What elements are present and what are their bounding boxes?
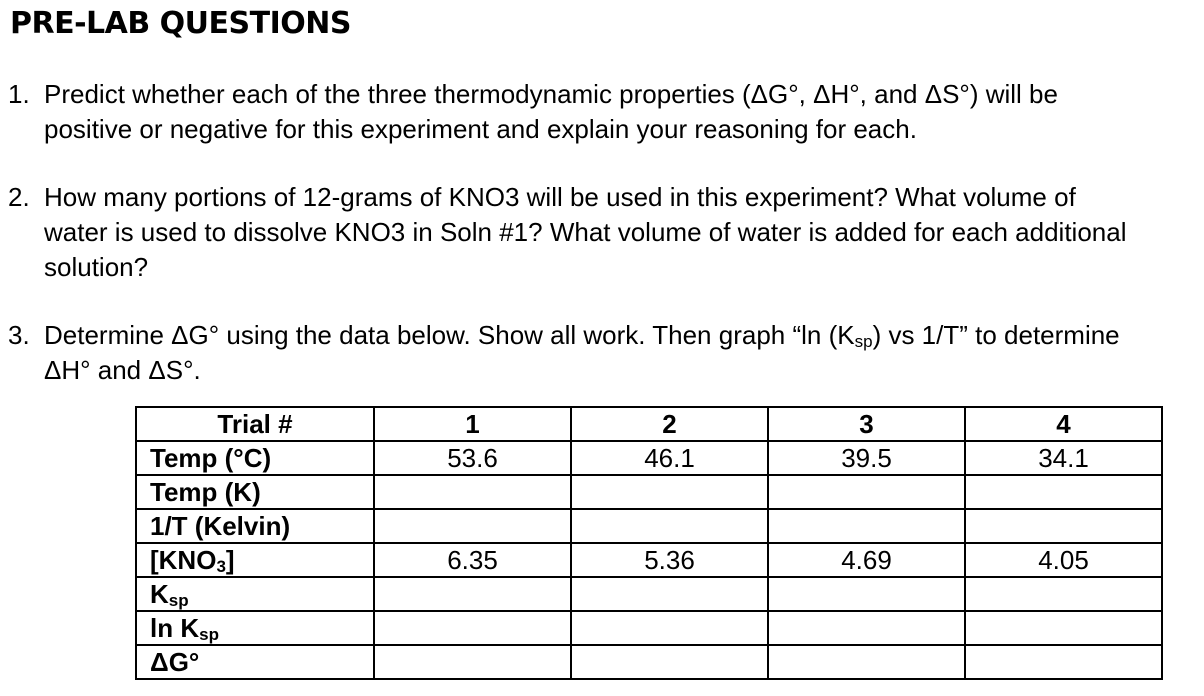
table-cell[interactable] [374, 475, 571, 509]
row-label: 1/T (Kelvin) [136, 509, 374, 543]
question-text: Predict whether each of the three thermodynamic properties (ΔG°, ΔH°, and ΔS°) will be [44, 79, 1058, 109]
table-row [136, 543, 1162, 577]
table-cell[interactable]: 46.1 [571, 441, 768, 475]
header-cell: 1 [374, 407, 571, 441]
table-cell[interactable] [768, 645, 965, 679]
table-cell[interactable] [965, 577, 1162, 611]
table-header-row [136, 407, 1162, 441]
subscript: sp [168, 590, 189, 610]
table-cell[interactable]: 4.69 [768, 543, 965, 577]
row-label [136, 543, 374, 577]
page-title: PRE-LAB QUESTIONS [10, 6, 351, 41]
question-number: 3. [8, 320, 30, 350]
subscript: sp [199, 624, 219, 644]
table-cell[interactable] [965, 611, 1162, 645]
table-cell[interactable]: 39.5 [768, 441, 965, 475]
header-cell: 4 [965, 407, 1162, 441]
table-cell[interactable] [571, 475, 768, 509]
question-number: 1. [8, 79, 30, 109]
table-cell[interactable] [768, 577, 965, 611]
row-label-text: [KNO [150, 544, 217, 575]
table-row [136, 645, 1162, 679]
row-label: ΔG° [136, 645, 374, 679]
question-text: How many portions of 12-grams of KNO3 will be used in this experiment? What volume of [44, 182, 1076, 212]
row-label: Temp (K) [136, 475, 374, 509]
table-cell[interactable] [571, 509, 768, 543]
header-cell: Trial # [136, 407, 374, 441]
subscript: 3 [216, 556, 226, 576]
question-text: water is used to dissolve KNO3 in Soln #1? What volume of water is added for each additional [44, 217, 1127, 247]
table-cell[interactable] [571, 611, 768, 645]
table-row [136, 509, 1162, 543]
table-cell[interactable]: 53.6 [374, 441, 571, 475]
table-cell[interactable] [374, 611, 571, 645]
subscript: sp [854, 332, 873, 351]
question-text: ) vs 1/T” to determine [872, 320, 1120, 350]
question-text: Determine ΔG° using the data below. Show all work. Then graph “ln (K [44, 320, 855, 350]
table-cell[interactable]: 6.35 [374, 543, 571, 577]
question-2 [8, 180, 1126, 285]
table-cell[interactable]: 5.36 [571, 543, 768, 577]
table-cell[interactable] [571, 577, 768, 611]
data-table [135, 406, 1163, 680]
table-cell[interactable] [965, 645, 1162, 679]
table-cell[interactable] [768, 611, 965, 645]
table-cell[interactable] [374, 509, 571, 543]
row-label-text: K [150, 578, 169, 609]
question-text: positive or negative for this experiment and explain your reasoning for each. [44, 114, 917, 144]
table-cell[interactable]: 4.05 [965, 543, 1162, 577]
table-cell[interactable] [965, 475, 1162, 509]
table-row [136, 441, 1162, 475]
header-cell: 3 [768, 407, 965, 441]
row-label [136, 611, 374, 645]
question-number: 2. [8, 182, 30, 212]
question-text: ΔH° and ΔS°. [44, 355, 201, 385]
table-cell[interactable] [374, 577, 571, 611]
table-row [136, 611, 1162, 645]
question-1 [8, 77, 1058, 147]
question-text: solution? [44, 252, 149, 282]
table-cell[interactable] [374, 645, 571, 679]
table-cell[interactable] [571, 645, 768, 679]
table-cell[interactable] [768, 509, 965, 543]
row-label-text: ] [225, 544, 235, 575]
row-label: Temp (°C) [136, 441, 374, 475]
table-cell[interactable] [768, 475, 965, 509]
table-cell[interactable] [965, 509, 1162, 543]
table-row [136, 475, 1162, 509]
table-cell[interactable]: 34.1 [965, 441, 1162, 475]
row-label-text: ln K [150, 612, 200, 643]
row-label [136, 577, 374, 611]
header-cell: 2 [571, 407, 768, 441]
table-row [136, 577, 1162, 611]
question-3 [8, 318, 1120, 388]
